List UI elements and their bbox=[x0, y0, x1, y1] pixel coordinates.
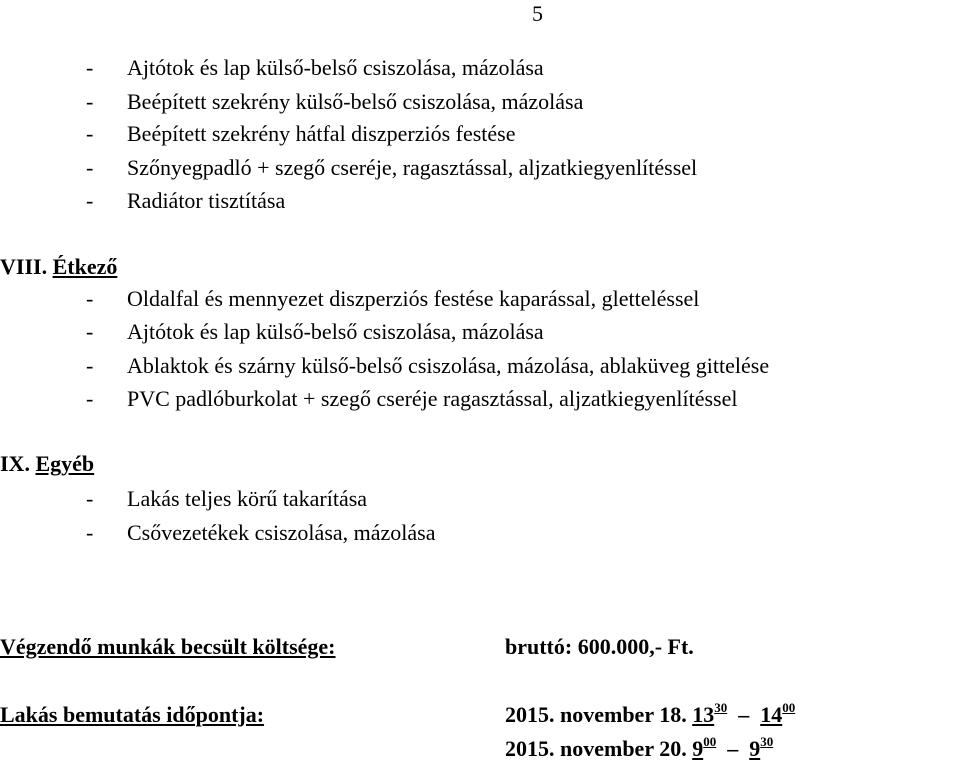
viewing-date: 2015. november 18. bbox=[505, 702, 687, 727]
viewing-separator: – bbox=[738, 702, 750, 727]
cost-label: Végzendő munkák becsült költsége: bbox=[0, 634, 336, 659]
list-item-text: Ablaktok és szárny külső-belső csiszolása, mázolása, ablaküveg gittelése bbox=[127, 353, 770, 378]
list-dash: - bbox=[86, 55, 94, 80]
list-item-text: Ajtótok és lap külső-belső csiszolása, mázolása bbox=[127, 319, 544, 344]
section-heading-viii bbox=[0, 254, 117, 280]
section-heading-ix bbox=[0, 451, 94, 477]
list-dash: - bbox=[86, 353, 94, 378]
list-dash: - bbox=[86, 89, 94, 114]
section-title: Egyéb bbox=[35, 451, 95, 476]
list-item-text: Csővezetékek csiszolása, mázolása bbox=[127, 520, 436, 545]
cost-value: bruttó: 600.000,- Ft. bbox=[505, 634, 694, 659]
list-dash: - bbox=[86, 319, 94, 344]
list-item-text: Szőnyegpadló + szegő cseréje, ragasztással, aljzatkiegyenlítéssel bbox=[127, 155, 698, 180]
list-item-text: Beépített szekrény hátfal diszperziós festése bbox=[127, 121, 516, 146]
list-item-text: Beépített szekrény külső-belső csiszolása, mázolása bbox=[127, 89, 584, 114]
list-dash: - bbox=[86, 386, 94, 411]
page-number: 5 bbox=[532, 1, 543, 26]
viewing-end-min: 00 bbox=[782, 700, 796, 715]
viewing-label: Lakás bemutatás időpontja: bbox=[0, 702, 265, 727]
section-number: IX. bbox=[0, 451, 30, 476]
list-item-text: Oldalfal és mennyezet diszperziós festése kaparással, gletteléssel bbox=[127, 286, 700, 311]
list-dash: - bbox=[86, 286, 94, 311]
viewing-separator: – bbox=[727, 736, 739, 761]
section-title: Étkező bbox=[52, 254, 118, 279]
viewing-start-hour: 13 bbox=[692, 702, 715, 727]
list-dash: - bbox=[86, 188, 94, 213]
section-number: VIII. bbox=[0, 254, 48, 279]
list-item-text: Radiátor tisztítása bbox=[127, 188, 286, 213]
viewing-end-min: 30 bbox=[760, 734, 774, 749]
viewing-start-min: 30 bbox=[714, 700, 728, 715]
list-item-text: PVC padlóburkolat + szegő cseréje ragasztással, aljzatkiegyenlítéssel bbox=[127, 386, 738, 411]
list-item-text: Ajtótok és lap külső-belső csiszolása, mázolása bbox=[127, 55, 544, 80]
viewing-slot bbox=[505, 702, 795, 728]
list-dash: - bbox=[86, 486, 94, 511]
viewing-end-hour: 14 bbox=[760, 702, 783, 727]
list-dash: - bbox=[86, 520, 94, 545]
viewing-start-min: 00 bbox=[703, 734, 717, 749]
list-item-text: Lakás teljes körű takarítása bbox=[127, 486, 368, 511]
viewing-date: 2015. november 20. bbox=[505, 736, 687, 761]
viewing-end-hour: 9 bbox=[749, 736, 761, 761]
list-dash: - bbox=[86, 121, 94, 146]
viewing-start-hour: 9 bbox=[692, 736, 704, 761]
viewing-slot bbox=[505, 736, 773, 762]
list-dash: - bbox=[86, 155, 94, 180]
